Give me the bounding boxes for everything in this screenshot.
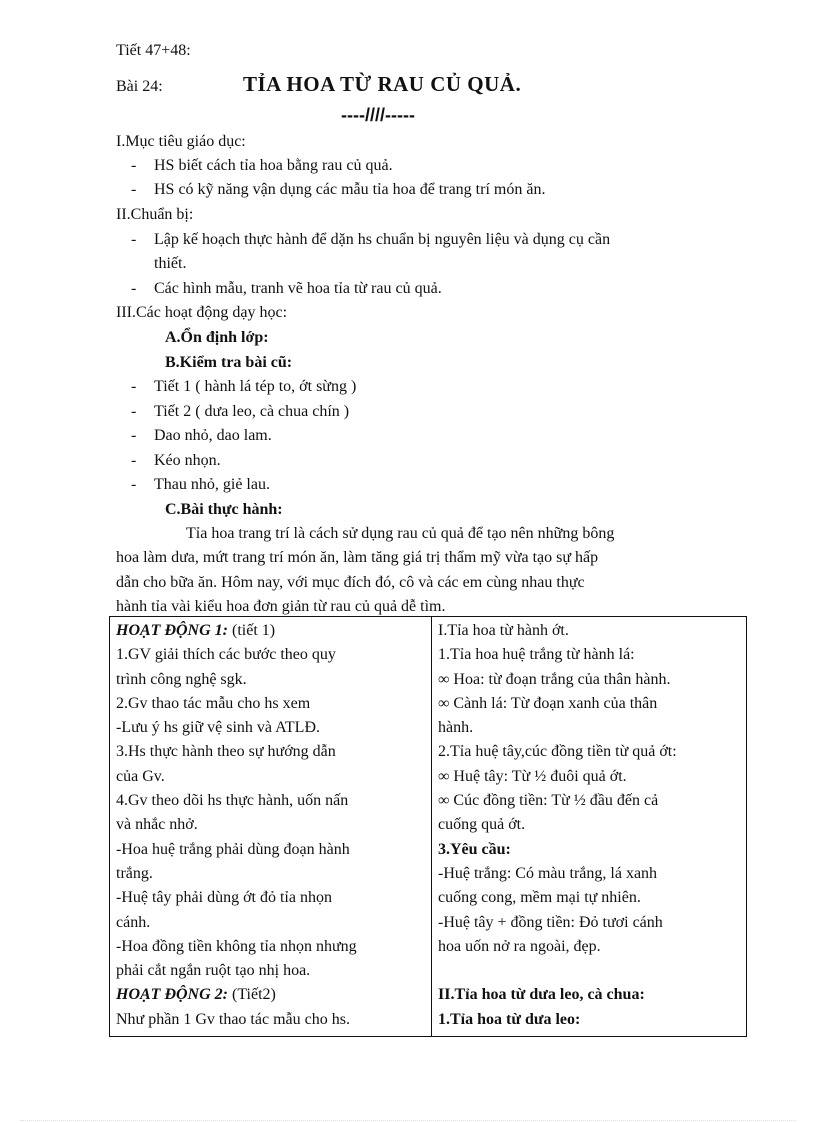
- cell-line: -Hoa huệ trắng phải dùng đoạn hành: [116, 840, 350, 858]
- lesson-label: Bài 24:: [116, 78, 163, 95]
- cell-line: 4.Gv theo dõi hs thực hành, uốn nấn: [116, 792, 349, 810]
- cell-line: phải cắt ngắn ruột tạo nhị hoa.: [116, 962, 311, 980]
- cell-line: của Gv.: [116, 767, 165, 785]
- teacher-activities-cell: [110, 617, 432, 1037]
- bullet-dash: -: [131, 452, 137, 469]
- subheading-c: C.Bài thực hành:: [165, 501, 283, 518]
- section-ii-heading: II.Tỉa hoa từ dưa leo, cà chua:: [438, 986, 645, 1004]
- bullet-dash: -: [131, 427, 137, 444]
- content-cell: [432, 617, 747, 1037]
- section-ii-subheading: 1.Tỉa hoa từ dưa leo:: [438, 1010, 581, 1028]
- activities-table: [109, 616, 747, 1037]
- intro-paragraph-line: hoa làm dưa, mứt trang trí món ăn, làm tăng giá trị thẩm mỹ vừa tạo sự hấp: [116, 549, 599, 566]
- bullet-dash: -: [131, 378, 137, 395]
- section-2-item-cont: thiết.: [154, 255, 187, 272]
- section-1-item: HS biết cách tỉa hoa bằng rau củ quả.: [154, 157, 393, 174]
- cell-line: cuống cong, mềm mại tự nhiên.: [438, 889, 641, 907]
- section-2-item: Lập kế hoạch thực hành để dặn hs chuẩn bị nguyên liệu và dụng cụ cần: [154, 231, 611, 248]
- activity-2-heading: [116, 983, 425, 1007]
- bullet-dash: -: [131, 157, 137, 174]
- cell-line: Như phần 1 Gv thao tác mẫu cho hs.: [116, 1010, 350, 1028]
- title-separator: ----////-----: [341, 105, 415, 125]
- cell-line: hành.: [438, 719, 474, 737]
- cell-line: -Lưu ý hs giữ vệ sinh và ATLĐ.: [116, 719, 320, 737]
- intro-paragraph-line: dẫn cho bữa ăn. Hôm nay, với mục đích đó, cô và các em cùng nhau thực: [116, 574, 585, 591]
- cell-line: trình công nghệ sgk.: [116, 670, 247, 688]
- cell-line: I.Tỉa hoa từ hành ớt.: [438, 622, 569, 639]
- table-row: [110, 617, 747, 1037]
- review-item: Tiết 1 ( hành lá tép to, ớt sừng ): [154, 378, 357, 395]
- cell-line: 3.Hs thực hành theo sự hướng dẫn: [116, 743, 336, 761]
- intro-paragraph-line: hành tỉa vài kiểu hoa đơn giản từ rau củ quả dễ tìm.: [116, 598, 446, 615]
- cell-line: ∞ Cúc đồng tiền: Từ ½ đầu đến cả: [438, 792, 659, 810]
- activity-2-title: HOẠT ĐỘNG 2:: [116, 986, 228, 1004]
- review-item: Tiết 2 ( dưa leo, cà chua chín ): [154, 403, 350, 420]
- cell-line: -Hoa đồng tiền không tỉa nhọn nhưng: [116, 937, 357, 955]
- intro-paragraph-line: Tỉa hoa trang trí là cách sử dụng rau củ quả để tạo nên những bông: [186, 525, 615, 542]
- bullet-dash: -: [131, 403, 137, 420]
- cell-line: ∞ Huệ tây: Từ ½ đuôi quả ớt.: [438, 767, 627, 785]
- blank-line: [438, 959, 740, 983]
- cell-line: -Huệ trắng: Có màu trắng, lá xanh: [438, 864, 658, 882]
- cell-line: ∞ Hoa: từ đoạn trắng của thân hành.: [438, 670, 671, 688]
- period-label: Tiết 47+48:: [116, 42, 191, 59]
- cell-line: 1.Tỉa hoa huệ trắng từ hành lá:: [438, 646, 635, 664]
- page-bottom-rule: [20, 1120, 796, 1121]
- section-1-item: HS có kỹ năng vận dụng các mẫu tỉa hoa để trang trí món ăn.: [154, 181, 546, 198]
- section-1-heading: I.Mục tiêu giáo dục:: [116, 133, 246, 150]
- review-item: Kéo nhọn.: [154, 452, 221, 469]
- cell-line: 1.GV giải thích các bước theo quy: [116, 646, 336, 664]
- cell-line: 2.Gv thao tác mẫu cho hs xem: [116, 694, 311, 712]
- subheading-a: A.Ổn định lớp:: [165, 329, 269, 346]
- cell-line: và nhắc nhở.: [116, 816, 198, 834]
- cell-line: -Huệ tây phải dùng ớt đỏ tỉa nhọn: [116, 889, 332, 907]
- cell-line: 2.Tỉa huệ tây,cúc đồng tiền từ quả ớt:: [438, 743, 677, 761]
- bullet-dash: -: [131, 476, 137, 493]
- review-item: Dao nhỏ, dao lam.: [154, 427, 272, 444]
- activity-1-period: (tiết 1): [228, 622, 276, 639]
- cell-line: cuống quả ớt.: [438, 816, 526, 834]
- section-2-heading: II.Chuẩn bị:: [116, 206, 194, 223]
- cell-line: hoa uốn nở ra ngoài, đẹp.: [438, 937, 601, 955]
- cell-line: -Huệ tây + đồng tiền: Đỏ tươi cánh: [438, 913, 663, 931]
- bullet-dash: -: [131, 280, 137, 297]
- bullet-dash: -: [131, 181, 137, 198]
- cell-line: trắng.: [116, 864, 153, 882]
- activity-1-heading: [116, 619, 425, 643]
- cell-line: ∞ Cành lá: Từ đoạn xanh của thân: [438, 694, 658, 712]
- review-item: Thau nhỏ, giẻ lau.: [154, 476, 270, 493]
- activity-1-title: HOẠT ĐỘNG 1:: [116, 622, 228, 639]
- requirements-heading: 3.Yêu cầu:: [438, 840, 511, 858]
- cell-line: cánh.: [116, 913, 151, 931]
- activity-2-period: (Tiết2): [228, 986, 276, 1004]
- section-2-item: Các hình mẫu, tranh vẽ hoa tỉa từ rau củ quả.: [154, 280, 442, 297]
- section-3-heading: III.Các hoạt động dạy học:: [116, 304, 288, 321]
- subheading-b: B.Kiểm tra bài cũ:: [165, 354, 293, 371]
- bullet-dash: -: [131, 231, 137, 248]
- page-title: TỈA HOA TỪ RAU CỦ QUẢ.: [243, 72, 522, 96]
